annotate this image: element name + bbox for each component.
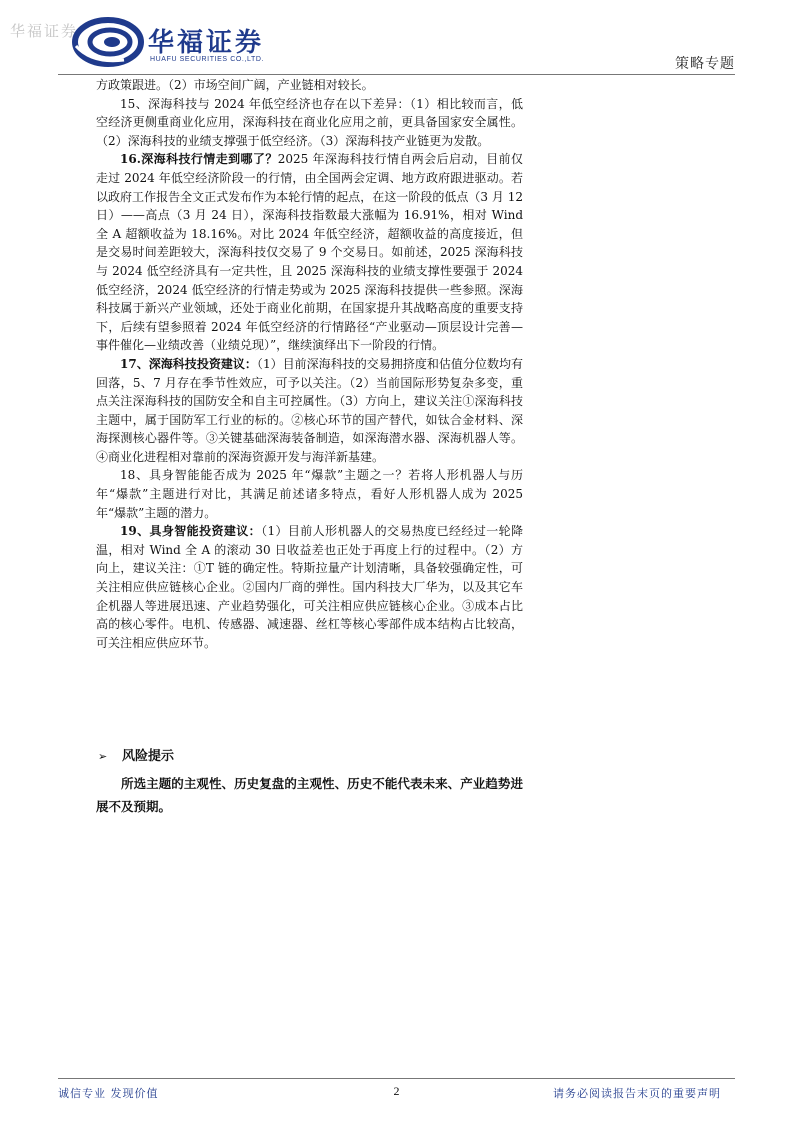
- arrow-bullet-icon: ➢: [98, 750, 108, 763]
- section-title: 策略专题: [675, 56, 735, 72]
- risk-text: 所选主题的主观性、历史复盘的主观性、历史不能代表未来、产业趋势进展不及预期。: [96, 776, 523, 814]
- risk-heading-text: 风险提示: [122, 749, 175, 764]
- company-logo: [72, 14, 302, 72]
- header-divider: [58, 74, 735, 75]
- paragraph-continuation: [96, 76, 523, 95]
- logo-english-name: HUAFU SECURITIES CO.,LTD.: [150, 56, 265, 63]
- footer-disclaimer: 请务必阅读报告末页的重要声明: [553, 1087, 721, 1100]
- watermark-text: 华福证券: [10, 22, 79, 40]
- paragraph-lead: 17、深海科技投资建议：: [120, 356, 257, 371]
- paragraph-text: （1）目前人形机器人的交易热度已经经过一轮降温，相对 Wind 全 A 的滚动 30 日收益差也正处于再度上行的过程中。（2）方向上，建议关注：①T 链的确定性。特斯拉量产计划清晰，具备较强确定性，可关注相应供应链核心企业。②国内厂商的弹性。国内科技大厂华为，以及其它车企机器人等进展迅速、产业趋势强化，可关注相应供应链核心企业。③成本占比高的核心零件。电机、传感器、减速器、丝杠等核心零部件成本结构占比较高，可关注相应供应环节。: [96, 524, 524, 650]
- paragraph-lead: 19、具身智能投资建议：: [120, 524, 262, 539]
- paragraph-19: [96, 522, 523, 652]
- paragraph-15: [96, 95, 523, 151]
- paragraph-text: （1）目前深海科技的交易拥挤度和估值分位数均有回落，5、7 月存在季节性效应，可予以关注。（2）当前国际形势复杂多变，重点关注深海科技的国防安全和自主可控属性。（3）方向上，建议关注①深海科技主题中，属于国防军工行业的标的。②核心环节的国产替代，如钛合金材料、深海探测核心器件等。③关键基础深海装备制造，如深海潜水器、深海机器人等。④商业化进程相对靠前的深海资源开发与海洋新基建。: [96, 356, 523, 464]
- paragraph-text: 18、具身智能能否成为 2025 年“爆款”主题之一？若将人形机器人与历年“爆款”主题进行对比，其满足前述诸多特点，看好人形机器人成为 2025 年“爆款”主题的潜力。: [96, 468, 523, 520]
- paragraph-17: [96, 355, 523, 467]
- footer-slogan: 诚信专业 发现价值: [58, 1087, 159, 1100]
- paragraph-text: 15、深海科技与 2024 年低空经济也存在以下差异：（1）相比较而言，低空经济更侧重商业化应用，深海科技在商业化应用之前，更具备国家安全属性。（2）深海科技的业绩支撑强于低空经济。（3）深海科技产业链更为发散。: [96, 96, 523, 148]
- paragraph-lead: 16.深海科技行情走到哪了？: [120, 152, 278, 167]
- risk-heading: [98, 745, 174, 764]
- paragraph-text: 方政策跟进。（2）市场空间广阔，产业链相对较长。: [96, 78, 374, 92]
- logo-swirl-icon: [72, 16, 144, 68]
- paragraph-text: 2025 年深海科技行情自两会后启动，目前仅走过 2024 年低空经济阶段一的行情，由全国两会定调、地方政府跟进驱动。若以政府工作报告全文正式发布作为本轮行情的起点，在这一阶段的低点（3 月 12 日）——高点（3 月 24 日），深海科技指数最大涨幅为 16.91%，相对 Wind 全 A 超额收益为 18.16%。对比 2024 年低空经济，超额收益的高度接近，但是交易时间差距较大，深海科技仅交易了 9 个交易日。如前述，2025 深海科技与 2024 低空经济具有一定共性，且 2025 深海科技的业绩支撑性要强于 2024 低空经济，2024 低空经济的行情走势或为 2025 深海科技提供一些参照。深海科技属于新兴产业领域，还处于商业化前期，在国家提升其战略高度的重要支持下，后续有望参照着 2024 年低空经济的行情路径“产业驱动—顶层设计完善—事件催化—业绩改善（业绩兑现）”，继续演绎出下一阶段的行情。: [96, 152, 523, 353]
- logo-chinese-name: 华福证券: [148, 28, 265, 58]
- paragraph-18: [96, 466, 523, 522]
- report-body: [96, 76, 523, 652]
- footer-divider: [58, 1078, 735, 1079]
- page-number: 2: [393, 1084, 400, 1098]
- paragraph-16: [96, 150, 523, 355]
